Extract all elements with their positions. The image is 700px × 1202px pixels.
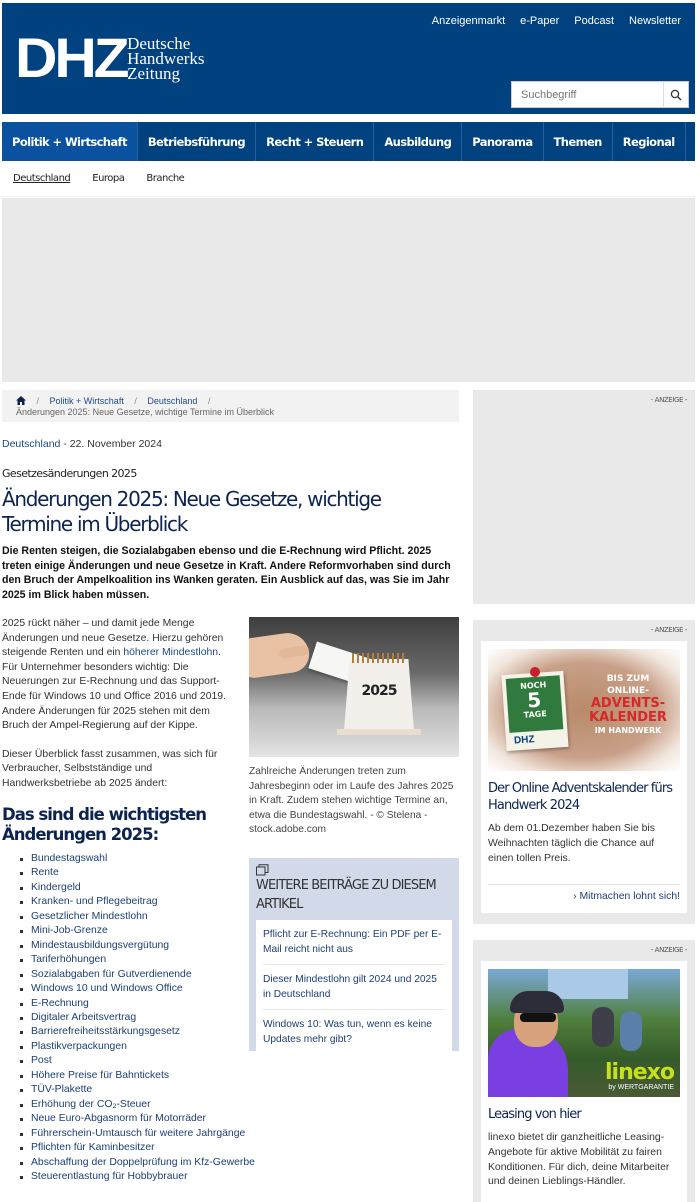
- list-item[interactable]: Barrierefreiheitsstärkungsgesetz: [20, 1025, 255, 1039]
- list-item[interactable]: Windows 10 und Windows Office: [20, 982, 255, 996]
- logo-mark: DHZ: [15, 26, 127, 89]
- main-nav: [2, 122, 695, 161]
- paragraph: Dieser Überblick fasst zusammen, was sich für Verbraucher, Selbstständige und Handwerksbetriebe ab 2025 ändert:: [2, 748, 218, 789]
- sky: [548, 969, 628, 999]
- text: ONLINE-: [607, 686, 649, 696]
- article-lead: Die Renten steigen, die Sozialabgaben ebenso und die E-Rechnung wird Pflicht. 2025 treten einige Änderungen und neue Gesetze in Kraft. Andere Reformvorhaben sind durch den Bruch der Ampelkoalition ins Wanken geraten. Ein Ausblick auf das, was Sie im Jahr 2025 im Blick haben müssen.: [2, 545, 451, 601]
- advent-headline: [580, 673, 676, 737]
- calendar-base: [337, 729, 421, 735]
- list-item[interactable]: Kindergeld: [20, 881, 255, 895]
- related-item[interactable]: Windows 10: Was tun, wenn es keine Updates mehr gibt?: [263, 1019, 432, 1045]
- list-item[interactable]: Steuerentlastung für Hobbybrauer: [20, 1170, 255, 1184]
- article-category-link[interactable]: Deutschland: [2, 438, 61, 450]
- list-item[interactable]: Mindestausbildungsvergütung: [20, 939, 255, 953]
- list-item[interactable]: TÜV-Plakette: [20, 1083, 255, 1097]
- logo-line: Zeitung: [127, 63, 180, 83]
- linexo-title[interactable]: Leasing von hier: [488, 1107, 581, 1122]
- list-item[interactable]: Rente: [20, 866, 255, 880]
- advent-text: Ab dem 01.Dezember haben Sie bis Weihnachten täglich die Chance auf einen tollen Preis.: [488, 823, 655, 864]
- list-item[interactable]: Tariferhöhungen: [20, 953, 255, 967]
- list-heading: Das sind die wichtigsten Änderungen 2025:: [2, 805, 207, 844]
- other-rider: [620, 1011, 642, 1051]
- green-panel: [506, 675, 564, 733]
- nav-regional[interactable]: Regional: [613, 122, 686, 161]
- nav-politik-wirtschaft[interactable]: Politik + Wirtschaft: [2, 122, 138, 161]
- related-list: [256, 920, 452, 1054]
- logo-line: Deutsche: [127, 33, 191, 53]
- ad-label: - ANZEIGE -: [650, 396, 687, 404]
- article-body: [2, 617, 237, 806]
- related-title-text: WEITERE BEITRÄGE ZU DIESEM ARTIKEL: [256, 878, 436, 912]
- search-box: [511, 81, 689, 108]
- changes-list: [20, 852, 255, 1184]
- calendar-card: [501, 671, 568, 751]
- list-item[interactable]: Mini-Job-Grenze: [20, 924, 255, 938]
- text: . Für Unternehmer besonders wichtig: Die Neuerungen zur E-Rechnung und das Support-Ende für Windows 10 und Office 2016 und 2019. Andere Änderungen für 2025 stehen mit dem Bruch der Ampel-Regierung auf der Kippe.: [2, 647, 226, 732]
- list-item[interactable]: Pflichten für Kaminbesitzer: [20, 1141, 255, 1155]
- related-item[interactable]: Pflicht zur E-Rechnung: Ein PDF per E-Mail reicht nicht aus: [263, 920, 445, 965]
- noch-text: NOCH: [519, 680, 547, 691]
- subnav-deutschland[interactable]: Deutschland: [13, 173, 71, 184]
- list-item[interactable]: E-Rechnung: [20, 997, 255, 1011]
- sidebar-ad-empty[interactable]: [473, 390, 695, 604]
- subnav-europa[interactable]: Europa: [92, 173, 125, 184]
- list-item[interactable]: Bundestagswahl: [20, 852, 255, 866]
- text: ADVENTS-: [590, 696, 666, 711]
- text: BIS ZUM: [606, 674, 650, 684]
- linexo-text: linexo bietet dir ganzheitliche Leasing-Angebote für aktive Mobilität zu fairen Konditionen. Für dich, deine Mitarbeiter und deinen Lieblings-Händler.: [488, 1132, 670, 1188]
- nav-themen[interactable]: Themen: [544, 122, 613, 161]
- article-image-calendar[interactable]: [249, 617, 459, 757]
- article-kicker: Gesetzesänderungen 2025: [2, 467, 137, 480]
- nav-panorama[interactable]: Panorama: [462, 122, 543, 161]
- nav-betriebsfuehrung[interactable]: Betriebsführung: [138, 122, 256, 161]
- linexo-sub: by WERTGARANTIE: [608, 1084, 674, 1091]
- sidebar-ad-linexo: [473, 940, 695, 1202]
- related-title: [256, 864, 452, 914]
- link-newsletter[interactable]: Newsletter: [629, 15, 681, 27]
- copy-icon: [256, 864, 269, 876]
- linexo-logo: [605, 1062, 674, 1091]
- logo-wordmark: [127, 33, 205, 83]
- advent-card: [481, 641, 687, 913]
- calendar-year: 2025: [361, 683, 397, 699]
- sidebar-ad-advent: [473, 620, 695, 924]
- red-pin: [530, 667, 540, 677]
- link-e-paper[interactable]: e-Paper: [520, 15, 560, 27]
- top-ad-banner[interactable]: [2, 198, 695, 382]
- logo-line: Handwerks: [127, 48, 205, 68]
- breadcrumb-separator: /: [134, 396, 137, 406]
- list-item[interactable]: Sozialabgaben für Gutverdienende: [20, 968, 255, 982]
- list-item[interactable]: Neue Euro-Abgasnorm für Motorräder: [20, 1112, 255, 1126]
- advent-link[interactable]: › Mitmachen lohnt sich!: [488, 884, 680, 902]
- dhz-mini-logo: DHZ: [513, 734, 535, 747]
- list-item[interactable]: Abschaffung der Doppelprüfung im Kfz-Gewerbe: [20, 1156, 255, 1170]
- breadcrumb-separator: /: [207, 396, 211, 406]
- related-item[interactable]: Dieser Mindestlohn gilt 2024 und 2025 in Deutschland: [263, 965, 445, 1010]
- divider: [2, 196, 695, 197]
- days-number: 5: [526, 687, 543, 713]
- link-anzeigenmarkt[interactable]: Anzeigenmarkt: [431, 15, 506, 27]
- sub-nav: [13, 173, 184, 184]
- rider-helmet: [510, 991, 564, 1013]
- nav-ausbildung[interactable]: Ausbildung: [374, 122, 462, 161]
- nav-recht-steuern[interactable]: Recht + Steuern: [256, 122, 374, 161]
- linexo-cyclists-image[interactable]: [488, 969, 680, 1097]
- search-input[interactable]: [512, 82, 663, 107]
- search-button[interactable]: [663, 82, 688, 107]
- other-rider: [592, 1007, 614, 1047]
- paragraph: [2, 617, 237, 734]
- list-item[interactable]: Digitaler Arbeitsvertrag: [20, 1011, 255, 1025]
- breadcrumb-separator: /: [36, 396, 40, 406]
- subnav-branche[interactable]: Branche: [146, 173, 185, 184]
- article-date: 22. November 2024: [69, 438, 162, 450]
- link-podcast[interactable]: Podcast: [574, 15, 615, 27]
- image-caption: Zahlreiche Änderungen treten zum Jahresbeginn oder im Laufe des Jahres 2025 in Kraft. Zudem stehen wichtige Termine an, etwa die Bundestagswahl. - © Stelena - stock.adobe.com: [249, 766, 454, 835]
- advent-title[interactable]: Der Online Adventskalender fürs Handwerk 2024: [488, 781, 673, 813]
- list-item[interactable]: Gesetzlicher Mindestlohn: [20, 910, 255, 924]
- article-meta: [2, 438, 162, 450]
- text: IM HANDWERK: [594, 726, 662, 735]
- top-links: [432, 15, 681, 27]
- ad-label: - ANZEIGE -: [650, 946, 687, 954]
- advent-calendar-image[interactable]: [488, 649, 680, 771]
- calendar-rings: [352, 653, 404, 663]
- article-title: Änderungen 2025: Neue Gesetze, wichtige Termine im Überblick: [2, 487, 381, 536]
- text: KALENDER: [589, 710, 667, 725]
- search-icon: [670, 89, 682, 101]
- list-item[interactable]: Plastikverpackungen: [20, 1040, 255, 1054]
- meta-separator: -: [60, 438, 70, 450]
- related-articles-box: [249, 858, 459, 1051]
- ad-label: - ANZEIGE -: [650, 626, 687, 634]
- tage-text: TAGE: [523, 709, 548, 720]
- linexo-card: [481, 961, 687, 1202]
- breadcrumb: [2, 390, 459, 422]
- home-icon[interactable]: [16, 396, 26, 405]
- text: 2025 rückt näher – und damit jede Menge Änderungen und neue Gesetze. Hierzu gehören steigende Renten und ein: [2, 618, 224, 659]
- list-item[interactable]: Kranken- und Pflegebeitrag: [20, 895, 255, 909]
- linexo-wordmark: linexo: [605, 1060, 674, 1085]
- mindestlohn-link[interactable]: höherer Mindestlohn: [123, 647, 219, 659]
- list-item[interactable]: Höhere Preise für Bahntickets: [20, 1069, 255, 1083]
- rider-glasses: [520, 1013, 556, 1022]
- site-header: [2, 3, 695, 114]
- dhz-logo[interactable]: [15, 26, 205, 89]
- list-item[interactable]: Führerschein-Umtausch für weitere Jahrgänge: [20, 1127, 255, 1141]
- list-item[interactable]: Erhöhung der CO₂-Steuer: [20, 1098, 255, 1112]
- article-figure: [249, 617, 459, 838]
- breadcrumb-current: Änderungen 2025: Neue Gesetze, wichtige Termine im Überblick: [16, 407, 274, 417]
- breadcrumb-deutschland[interactable]: Deutschland: [147, 396, 198, 406]
- breadcrumb-politik-wirtschaft[interactable]: Politik + Wirtschaft: [49, 396, 124, 406]
- list-item[interactable]: Post: [20, 1054, 255, 1068]
